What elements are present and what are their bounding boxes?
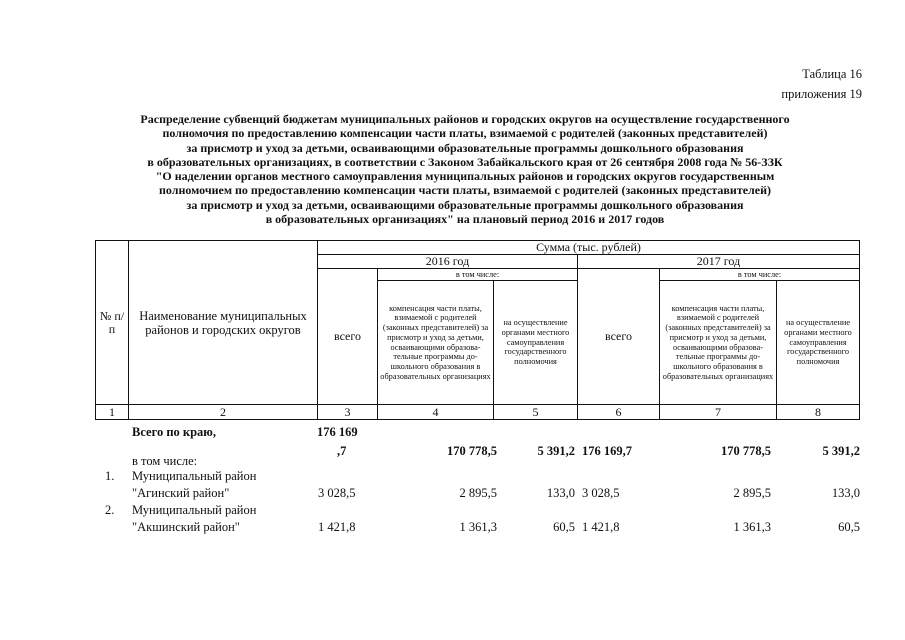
col-header-total-2017: всего (604, 329, 633, 343)
total-value-compensation-2017: 170 778,5 (721, 444, 771, 458)
row-value-total-2016: 1 421,8 (318, 520, 356, 534)
row-value-total-2017: 3 028,5 (582, 486, 620, 500)
row-number: 2. (105, 503, 115, 517)
including-row-label: в том числе: (132, 454, 198, 468)
year-2016-header: 2016 год (425, 254, 470, 268)
col-header-authority-2016: на осуществление органами местного самоуправления государственного полномочия (501, 318, 570, 367)
col-number: 8 (815, 404, 821, 419)
title-line: за присмотр и уход за детьми, осваивающими образовательные программы дошкольного образования (186, 140, 744, 155)
col-number: 6 (615, 404, 622, 419)
title-line: полномочием по предоставлению компенсации части платы, взимаемой с родителей (законных представителей) (158, 183, 772, 198)
total-value-authority-2016: 5 391,2 (537, 444, 575, 458)
title-line: за присмотр и уход за детьми, осваивающими образовательные программы дошкольного образования (186, 197, 744, 212)
grid-line (859, 240, 860, 420)
row-number: 1. (105, 469, 115, 483)
col-header-name: Наименование муниципальных районов и городских округов (139, 308, 307, 337)
year-2017-header: 2017 год (696, 254, 741, 268)
col-header-authority-2017: на осуществление органами местного самоуправления государственного полномочия (784, 318, 852, 367)
total-value-total-2016-part1: 176 169 (317, 425, 358, 439)
col-number: 1 (109, 404, 115, 419)
total-value-compensation-2016: 170 778,5 (447, 444, 497, 458)
row-value-compensation-2016: 2 895,5 (459, 486, 497, 500)
sum-header: Сумма (тыс. рублей) (536, 240, 641, 254)
row-value-authority-2016: 133,0 (546, 486, 575, 500)
col-number: 7 (715, 404, 721, 419)
grid-line (128, 240, 129, 420)
col-header-total-2016: всего (333, 329, 362, 343)
total-value-total-2017: 176 169,7 (582, 444, 632, 458)
including-label-2017: в том числе: (737, 269, 782, 279)
row-name-line2: "Акшинский район" (132, 520, 240, 534)
table-header (95, 240, 860, 420)
appendix-label: приложения 19 (781, 87, 862, 101)
row-value-total-2017: 1 421,8 (582, 520, 620, 534)
row-value-compensation-2017: 1 361,3 (733, 520, 771, 534)
total-row-label: Всего по краю, (132, 425, 216, 439)
total-value-total-2016-part2: ,7 (337, 444, 347, 458)
row-value-compensation-2017: 2 895,5 (733, 486, 771, 500)
col-number: 4 (432, 404, 439, 419)
row-value-total-2016: 3 028,5 (318, 486, 356, 500)
grid-line (95, 419, 860, 420)
row-name-line2: "Агинский район" (132, 486, 230, 500)
row-value-authority-2017: 60,5 (838, 520, 860, 534)
col-header-number: № п/п (99, 308, 125, 336)
row-value-compensation-2016: 1 361,3 (459, 520, 497, 534)
col-header-compensation-2017: компенсация части платы, взимаемой с родителей (законных представителей) за присмотр и уход за детьми, осваивающими образова-тельные программы до-школьного образования в образовательных организациях (662, 303, 774, 381)
title-line: "О наделении органов местного самоуправления муниципальных районов и городских округов государственным (155, 169, 775, 184)
including-label-2016: в том числе: (455, 269, 500, 279)
col-number: 5 (532, 404, 539, 419)
col-number: 2 (220, 404, 226, 419)
table-label: Таблица 16 (802, 67, 862, 81)
row-value-authority-2017: 133,0 (831, 486, 860, 500)
title-line: Распределение субвенций бюджетам муниципальных районов и городских округов на осуществление государственного (140, 112, 790, 126)
row-name-line1: Муниципальный район (132, 503, 257, 517)
document-title (95, 112, 835, 226)
row-name-line1: Муниципальный район (132, 469, 257, 483)
title-line: в образовательных организациях, в соответствии с Законом Забайкальского края от 26 сентября 2008 года № 56-ЗЗК (147, 154, 783, 169)
row-value-authority-2016: 60,5 (553, 520, 575, 534)
col-header-compensation-2016: компенсация части платы, взимаемой с родителей (законных представителей) за присмотр и уход за детьми, осваивающими образова-тельные программы до-школьного образования в образовательных организациях (380, 303, 491, 381)
title-line: в образовательных организациях" на плановый период 2016 и 2017 годов (265, 212, 665, 227)
col-number: 3 (344, 404, 351, 419)
total-value-authority-2017: 5 391,2 (822, 444, 860, 458)
title-line: полномочия по предоставлению компенсации части платы, взимаемой с родителей (законных представителей) (162, 126, 768, 141)
